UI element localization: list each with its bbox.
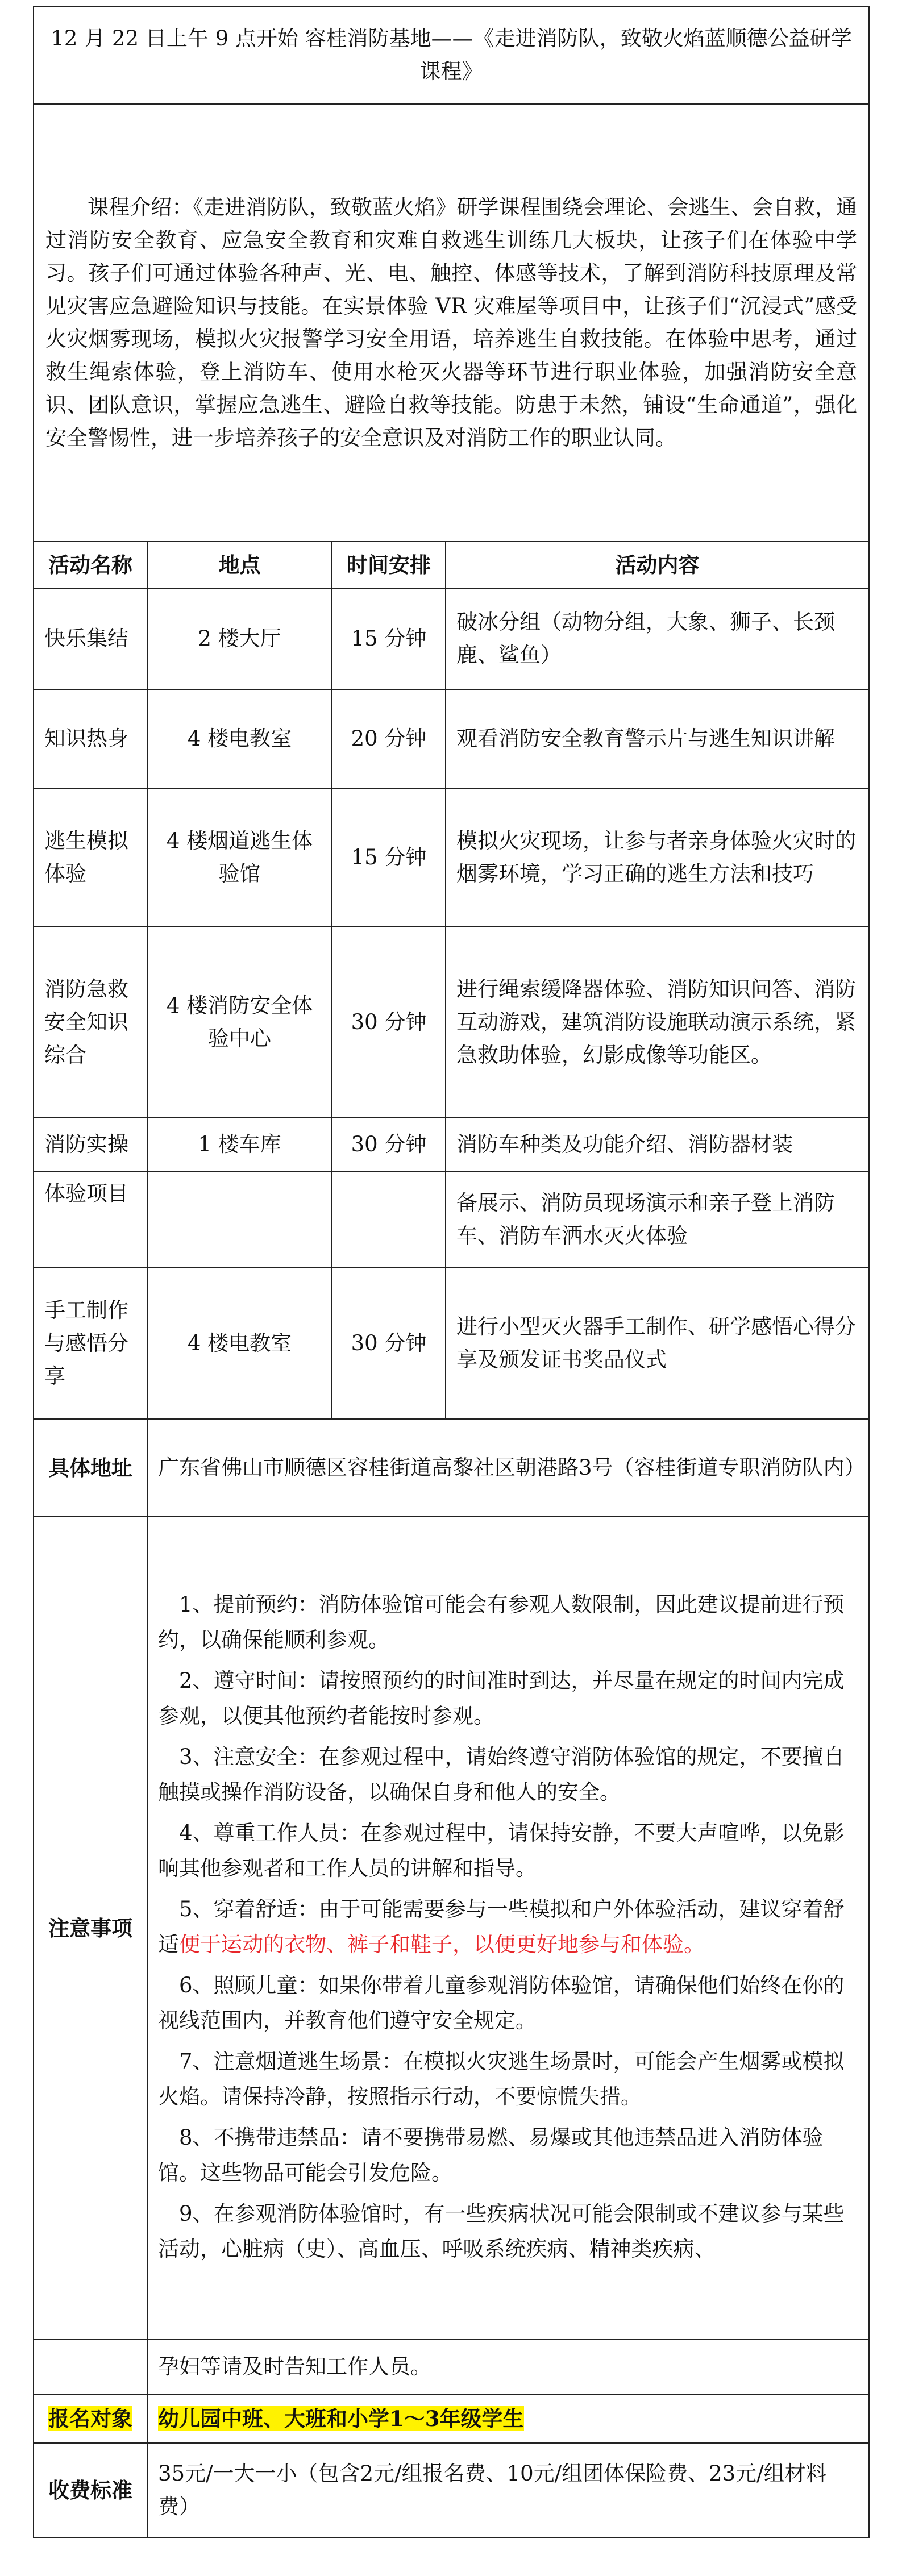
activity-name: 快乐集结	[34, 588, 147, 689]
activity-place: 2 楼大厅	[147, 588, 332, 689]
note-item: 4、尊重工作人员：在参观过程中，请保持安静，不要大声喧哗，以免影响其他参观者和工作人员的讲解和指导。	[158, 1821, 845, 1880]
table-row	[34, 588, 869, 689]
address-value: 广东省佛山市顺德区容桂街道高黎社区朝港路3号（容桂街道专职消防队内）	[147, 1419, 869, 1517]
note-item: 3、注意安全：在参观过程中，请始终遵守消防体验馆的规定，不要擅自触摸或操作消防设备，以确保自身和他人的安全。	[158, 1745, 845, 1804]
activity-name: 消防实操	[34, 1118, 147, 1171]
activity-time	[332, 1171, 446, 1268]
header-place: 地点	[147, 542, 332, 588]
notes-content	[147, 1517, 869, 2340]
activity-place: 1 楼车库	[147, 1118, 332, 1171]
notes-row	[34, 1517, 869, 2340]
address-row	[34, 1419, 869, 1517]
signup-label: 报名对象	[48, 2406, 132, 2431]
activity-time: 20 分钟	[332, 689, 446, 788]
title-row	[34, 6, 869, 104]
note-item	[158, 1892, 858, 1962]
header-activity-name: 活动名称	[34, 542, 147, 588]
activity-place: 4 楼烟道逃生体验馆	[147, 788, 332, 927]
table-header-row	[34, 542, 869, 588]
fee-value: 35元/一大一小（包含2元/组报名费、10元/组团体保险费、23元/组材料费）	[147, 2443, 869, 2537]
notes-continuation-row	[34, 2340, 869, 2394]
activity-name: 消防急救安全知识综合	[34, 927, 147, 1118]
activity-place: 4 楼电教室	[147, 1268, 332, 1419]
address-label: 具体地址	[34, 1419, 147, 1517]
activity-name: 体验项目	[34, 1171, 147, 1268]
activity-name: 手工制作与感悟分享	[34, 1268, 147, 1419]
activity-place: 4 楼消防安全体验中心	[147, 927, 332, 1118]
note-item: 1、提前预约：消防体验馆可能会有参观人数限制，因此建议提前进行预约，以确保能顺利参观。	[158, 1592, 845, 1652]
table-row	[34, 788, 869, 927]
note-item: 9、在参观消防体验馆时，有一些疾病状况可能会限制或不建议参与某些活动，心脏病（史）、高血压、呼吸系统疾病、精神类疾病、	[158, 2202, 845, 2261]
table-row	[34, 689, 869, 788]
signup-value-cell	[147, 2394, 869, 2443]
note-item-text: 5、穿着舒适：由于可能需要参与一些模拟和户外体验活动，建议穿着舒适	[158, 1897, 845, 1957]
table-row	[34, 1118, 869, 1171]
activity-name: 知识热身	[34, 689, 147, 788]
header-time: 时间安排	[332, 542, 446, 588]
note-item: 8、不携带违禁品：请不要携带易燃、易爆或其他违禁品进入消防体验馆。这些物品可能会引发危险。	[158, 2125, 824, 2185]
empty-cell	[34, 2340, 147, 2394]
activity-time: 15 分钟	[332, 588, 446, 689]
intro-row	[34, 104, 869, 542]
note-item-highlight: 便于运动的衣物、裤子和鞋子，以便更好地参与和体验。	[179, 1932, 705, 1957]
course-introduction: 课程介绍：《走进消防队，致敬蓝火焰》研学课程围绕会理论、会逃生、会自救，通过消防安全教育、应急安全教育和灾难自救逃生训练几大板块，让孩子们在体验中学习。孩子们可通过体验各种声、光、电、触控、体感等技术，了解到消防科技原理及常见灾害应急避险知识与技能。在实景体验 VR 灾难屋等项目中，让孩子们“沉浸式”感受火灾烟雾现场，模拟火灾报警学习安全用语，培养逃生自救技能。在体验中思考，通过救生绳索体验，登上消防车、使用水枪灭火器等环节进行职业体验，加强消防安全意识、团队意识，掌握应急逃生、避险自救等技能。防患于未然，铺设“生命通道”，强化安全警惕性，进一步培养孩子的安全意识及对消防工作的职业认同。	[34, 104, 869, 542]
notes-continuation: 孕妇等请及时告知工作人员。	[147, 2340, 869, 2394]
activity-content: 进行绳索缓降器体验、消防知识问答、消防互动游戏，建筑消防设施联动演示系统，紧急救助体验，幻影成像等功能区。	[446, 927, 869, 1118]
fee-label: 收费标准	[34, 2443, 147, 2537]
activity-content: 消防车种类及功能介绍、消防器材装	[446, 1118, 869, 1171]
activity-time: 30 分钟	[332, 1268, 446, 1419]
activity-content: 进行小型灭火器手工制作、研学感悟心得分享及颁发证书奖品仪式	[446, 1268, 869, 1419]
table-row	[34, 1268, 869, 1419]
signup-value: 幼儿园中班、大班和小学1～3年级学生	[158, 2406, 524, 2431]
fee-row	[34, 2443, 869, 2537]
signup-label-cell	[34, 2394, 147, 2443]
document-title: 12 月 22 日上午 9 点开始 容桂消防基地——《走进消防队，致敬火焰蓝顺德公益研学课程》	[34, 6, 869, 104]
course-table	[33, 6, 870, 2538]
header-content: 活动内容	[446, 542, 869, 588]
activity-content: 备展示、消防员现场演示和亲子登上消防车、消防车洒水灭火体验	[446, 1171, 869, 1268]
activity-content: 观看消防安全教育警示片与逃生知识讲解	[446, 689, 869, 788]
activity-place	[147, 1171, 332, 1268]
activity-time: 15 分钟	[332, 788, 446, 927]
activity-time: 30 分钟	[332, 1118, 446, 1171]
note-item: 2、遵守时间：请按照预约的时间准时到达，并尽量在规定的时间内完成参观，以便其他预约者能按时参观。	[158, 1668, 845, 1728]
table-row	[34, 1171, 869, 1268]
activity-place: 4 楼电教室	[147, 689, 332, 788]
activity-name: 逃生模拟体验	[34, 788, 147, 927]
activity-time: 30 分钟	[332, 927, 446, 1118]
activity-content: 模拟火灾现场，让参与者亲身体验火灾时的烟雾环境，学习正确的逃生方法和技巧	[446, 788, 869, 927]
signup-row	[34, 2394, 869, 2443]
note-item: 7、注意烟道逃生场景：在模拟火灾逃生场景时，可能会产生烟雾或模拟火焰。请保持冷静，按照指示行动，不要惊慌失措。	[158, 2049, 845, 2109]
activity-content: 破冰分组（动物分组，大象、狮子、长颈鹿、鲨鱼）	[446, 588, 869, 689]
notes-label: 注意事项	[34, 1517, 147, 2340]
table-row	[34, 927, 869, 1118]
note-item: 6、照顾儿童：如果你带着儿童参观消防体验馆，请确保他们始终在你的视线范围内，并教育他们遵守安全规定。	[158, 1973, 845, 2033]
